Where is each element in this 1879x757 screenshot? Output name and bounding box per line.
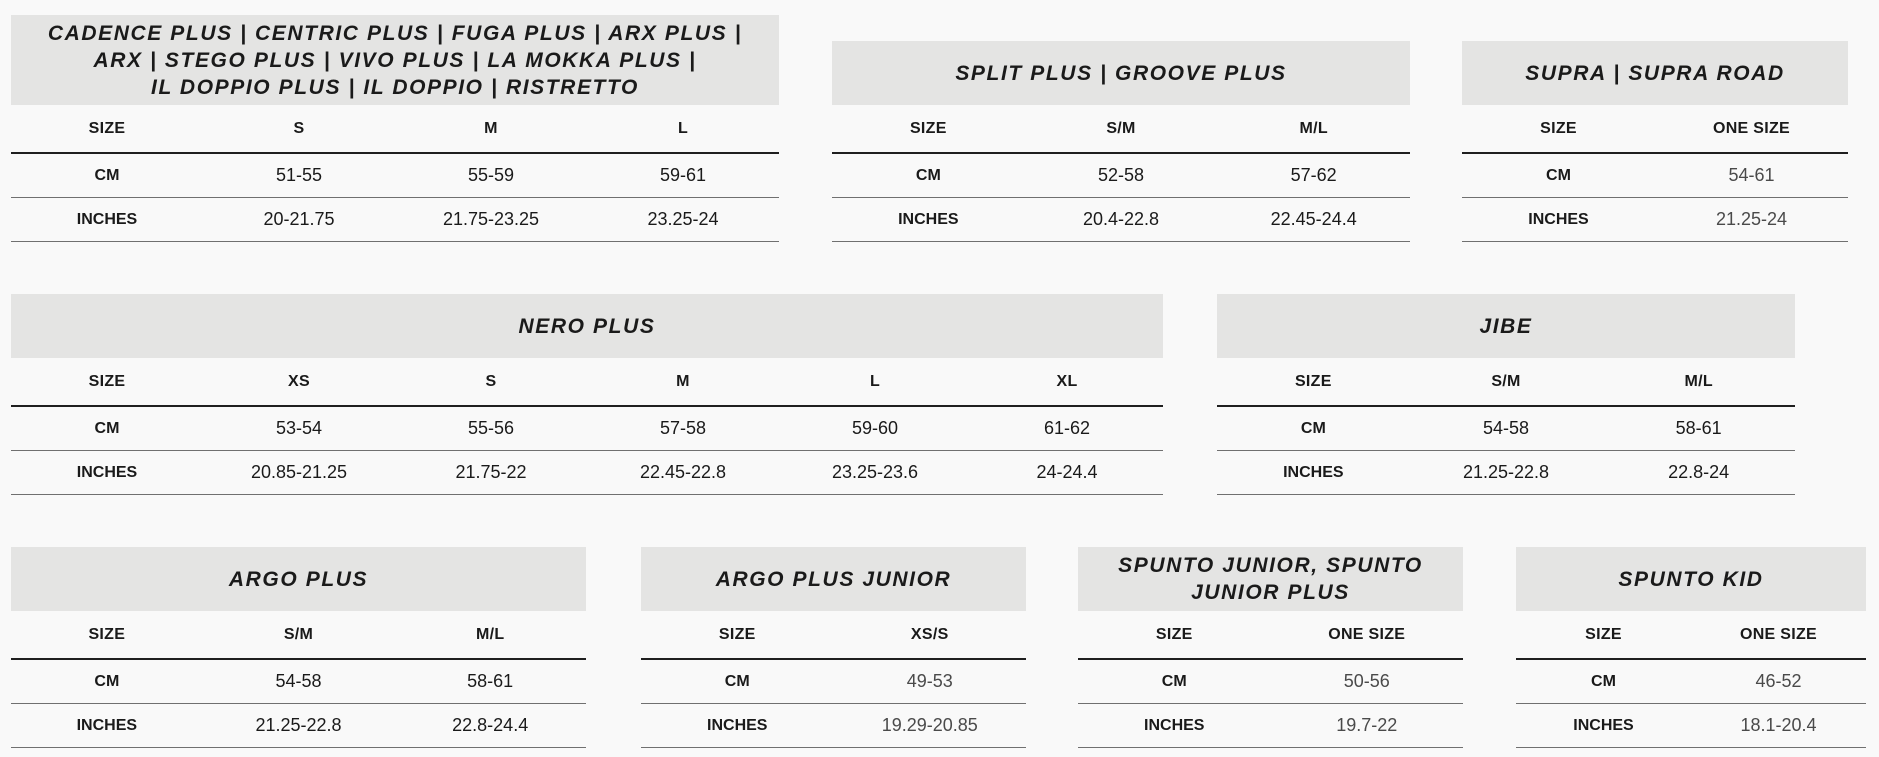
title-line: ARX | STEGO PLUS | VIVO PLUS | LA MOKKA PLUS | — [93, 48, 697, 72]
table-cell: 22.8-24.4 — [452, 715, 529, 735]
table-cell: 21.25-22.8 — [1462, 462, 1550, 482]
table-cell: 19.7-22 — [1336, 715, 1398, 735]
size-card-spunto-kid — [1516, 547, 1866, 748]
table-cell: 19.29-20.85 — [881, 715, 978, 735]
header-cell: S/M — [1106, 119, 1136, 137]
table-row — [1217, 451, 1795, 495]
table-row — [832, 198, 1410, 242]
table-cell: 50-56 — [1343, 671, 1390, 691]
table-cell: 61-62 — [1043, 418, 1091, 438]
table-cell: 57-62 — [1290, 165, 1337, 185]
table-cell: 55-59 — [467, 165, 515, 185]
title-line: IL DOPPIO PLUS | IL DOPPIO | RISTRETTO — [151, 75, 639, 99]
table-row — [11, 198, 779, 242]
header-cell: M/L — [475, 625, 505, 643]
table-row — [1516, 660, 1866, 704]
size-card-cadence-plus — [11, 15, 779, 242]
header-cell: M — [484, 119, 498, 137]
table-cell: 49-53 — [906, 671, 953, 691]
table-cell: 24-24.4 — [1036, 462, 1098, 482]
table-header-row — [1516, 611, 1866, 660]
table-cell: 53-54 — [275, 418, 323, 438]
title-line: SUPRA | SUPRA ROAD — [1525, 61, 1785, 85]
table-row — [1462, 154, 1848, 198]
table-header-row — [1078, 611, 1463, 660]
size-card-spunto-junior — [1078, 547, 1463, 748]
table-cell: 54-58 — [275, 671, 322, 691]
table-cell: 55-56 — [467, 418, 515, 438]
table-cell: 22.45-22.8 — [639, 462, 727, 482]
table-cell: 21.25-24 — [1715, 209, 1788, 229]
card-title — [832, 41, 1410, 105]
header-cell: XS — [288, 372, 310, 390]
table-cell: 23.25-24 — [647, 209, 719, 229]
row-label: INCHES — [76, 210, 138, 228]
header-cell: SIZE — [1155, 625, 1193, 643]
card-title — [1078, 547, 1463, 611]
size-table — [11, 105, 779, 242]
row-label: CM — [94, 672, 120, 690]
header-cell: ONE SIZE — [1328, 625, 1406, 643]
header-cell: XL — [1056, 372, 1078, 390]
size-card-split-plus — [832, 41, 1410, 242]
card-title — [11, 15, 779, 105]
table-cell: 22.45-24.4 — [1270, 209, 1357, 229]
row-label: INCHES — [898, 210, 959, 228]
row-label: INCHES — [76, 716, 138, 734]
header-cell: S — [485, 372, 497, 390]
row-label: CM — [1546, 166, 1571, 184]
table-row — [11, 407, 1163, 451]
header-cell: S — [293, 119, 305, 137]
row-label: CM — [1300, 419, 1326, 437]
table-header-row — [11, 105, 779, 154]
card-title — [641, 547, 1026, 611]
table-cell: 58-61 — [1675, 418, 1722, 438]
size-card-nero-plus — [11, 294, 1163, 495]
table-cell: 46-52 — [1755, 671, 1802, 691]
row-label: CM — [94, 166, 120, 184]
table-cell: 20.4-22.8 — [1082, 209, 1160, 229]
header-cell: ONE SIZE — [1739, 625, 1818, 643]
table-row — [11, 660, 586, 704]
row-label: INCHES — [1528, 210, 1589, 228]
size-card-supra — [1462, 41, 1848, 242]
header-cell: SIZE — [718, 625, 756, 643]
table-cell: 58-61 — [467, 671, 514, 691]
size-table — [1516, 611, 1866, 748]
size-card-argo-plus-junior — [641, 547, 1026, 748]
table-cell: 54-61 — [1728, 165, 1775, 185]
table-row — [1462, 198, 1848, 242]
row-label: INCHES — [1283, 463, 1344, 481]
card-title — [1217, 294, 1795, 358]
title-line: SPUNTO KID — [1618, 567, 1764, 591]
card-title — [11, 547, 586, 611]
table-cell: 20.85-21.25 — [250, 462, 348, 482]
table-cell: 59-60 — [851, 418, 899, 438]
size-table — [11, 358, 1163, 495]
row-label: CM — [724, 672, 750, 690]
table-header-row — [11, 358, 1163, 407]
title-line: JUNIOR PLUS — [1191, 581, 1350, 604]
header-cell: SIZE — [88, 372, 126, 390]
table-row — [641, 660, 1026, 704]
row-label: CM — [94, 419, 120, 437]
table-row — [11, 154, 779, 198]
table-row — [641, 704, 1026, 748]
size-card-jibe — [1217, 294, 1795, 495]
table-row — [11, 704, 586, 748]
size-table — [641, 611, 1026, 748]
table-cell: 20-21.75 — [263, 209, 335, 229]
table-cell: 54-58 — [1482, 418, 1530, 438]
row-label: CM — [1591, 672, 1616, 690]
table-row — [1078, 660, 1463, 704]
table-cell: 18.1-20.4 — [1740, 715, 1817, 735]
header-cell: SIZE — [1294, 372, 1332, 390]
table-header-row — [1462, 105, 1848, 154]
header-cell: M/L — [1299, 119, 1328, 137]
header-cell: SIZE — [88, 625, 126, 643]
title-line: SPUNTO JUNIOR, SPUNTO — [1118, 554, 1423, 577]
header-cell: SIZE — [88, 119, 126, 137]
header-cell: SIZE — [1540, 119, 1577, 137]
size-table — [1217, 358, 1795, 495]
row-label: INCHES — [76, 463, 138, 481]
title-line: ARGO PLUS — [228, 567, 369, 591]
table-cell: 21.75-22 — [455, 462, 527, 482]
table-cell: 52-58 — [1097, 165, 1145, 185]
size-table — [1078, 611, 1463, 748]
card-title — [11, 294, 1163, 358]
size-table — [1462, 105, 1848, 242]
header-cell: SIZE — [1585, 625, 1622, 643]
title-line: JIBE — [1479, 314, 1533, 338]
title-line: SPLIT PLUS | GROOVE PLUS — [955, 61, 1287, 85]
table-cell: 21.75-23.25 — [442, 209, 540, 229]
table-header-row — [832, 105, 1410, 154]
table-cell: 57-58 — [659, 418, 707, 438]
card-title — [1516, 547, 1866, 611]
header-cell: SIZE — [909, 119, 947, 137]
header-cell: L — [677, 119, 689, 137]
table-row — [1078, 704, 1463, 748]
title-line: CADENCE PLUS | CENTRIC PLUS | FUGA PLUS | ARX PLUS | — [47, 21, 743, 45]
row-label: INCHES — [1144, 716, 1205, 734]
row-label: INCHES — [1573, 716, 1634, 734]
card-title — [1462, 41, 1848, 105]
table-row — [1217, 407, 1795, 451]
header-cell: ONE SIZE — [1712, 119, 1791, 137]
table-cell: 59-61 — [659, 165, 707, 185]
title-line: ARGO PLUS JUNIOR — [715, 567, 952, 591]
table-cell: 51-55 — [275, 165, 323, 185]
size-table — [11, 611, 586, 748]
size-table — [832, 105, 1410, 242]
header-cell: L — [869, 372, 881, 390]
header-cell: M/L — [1684, 372, 1713, 390]
table-row — [1516, 704, 1866, 748]
title-line: NERO PLUS — [518, 314, 656, 338]
row-label: CM — [1161, 672, 1187, 690]
table-header-row — [1217, 358, 1795, 407]
row-label: CM — [915, 166, 941, 184]
table-header-row — [11, 611, 586, 660]
row-label: INCHES — [707, 716, 768, 734]
table-header-row — [641, 611, 1026, 660]
table-cell: 22.8-24 — [1668, 462, 1730, 482]
header-cell: XS/S — [910, 625, 949, 643]
table-row — [832, 154, 1410, 198]
table-cell: 21.25-22.8 — [255, 715, 342, 735]
header-cell: S/M — [1491, 372, 1521, 390]
size-card-argo-plus — [11, 547, 586, 748]
table-row — [11, 451, 1163, 495]
header-cell: M — [676, 372, 690, 390]
table-cell: 23.25-23.6 — [831, 462, 919, 482]
header-cell: S/M — [283, 625, 314, 643]
